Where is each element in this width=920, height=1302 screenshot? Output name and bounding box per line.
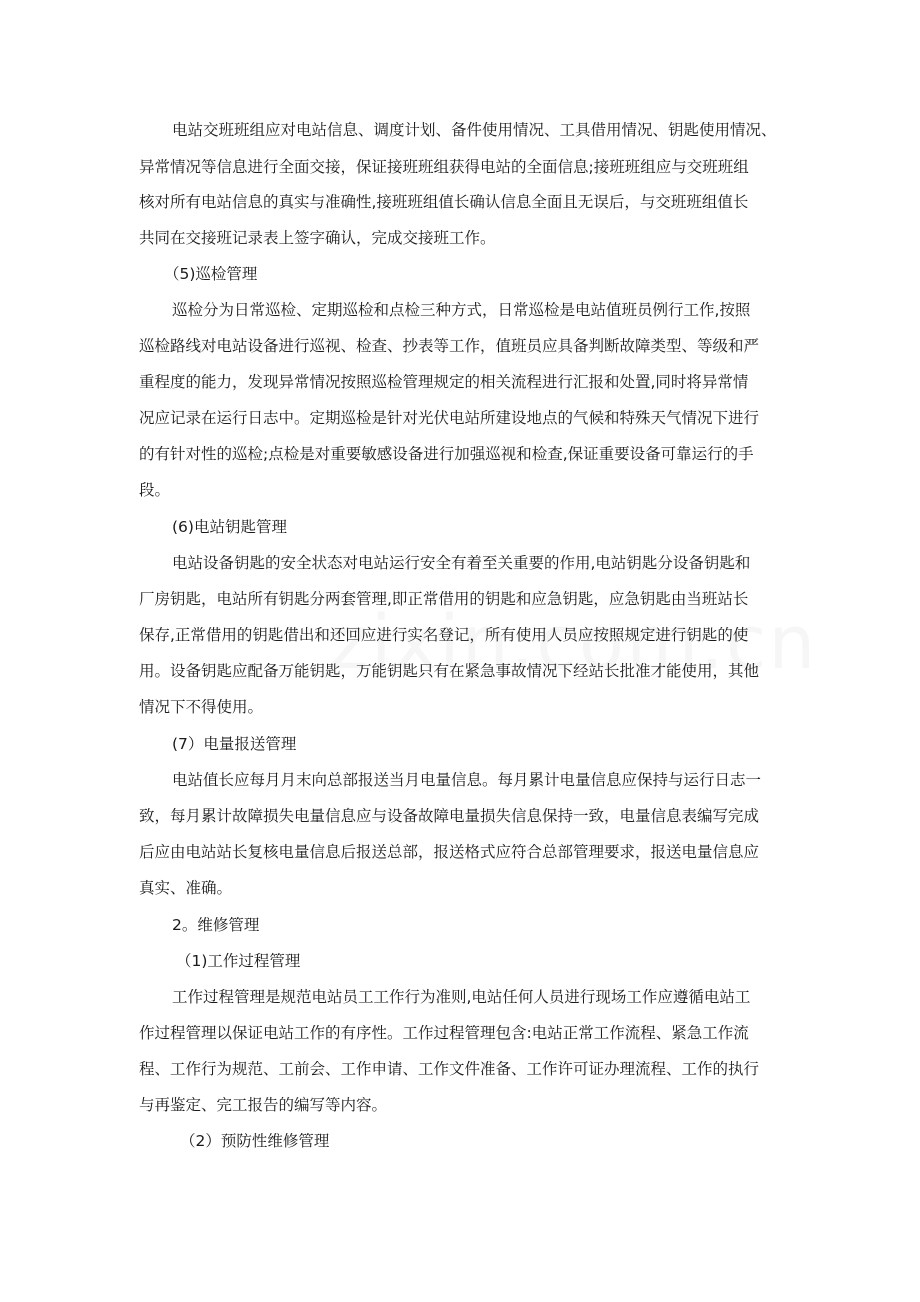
paragraph-line: 异常情况等信息进行全面交接，保证接班班组获得电站的全面信息;接班班组应与交班班组 [139,158,749,176]
paragraph-line: 重程度的能力，发现异常情况按照巡检管理规定的相关流程进行汇报和处置,同时将异常情 [139,373,749,391]
paragraph-line: 用。设备钥匙应配备万能钥匙，万能钥匙只有在紧急事故情况下经站长批准才能使用，其他 [139,662,760,680]
paragraph-line: 共同在交接班记录表上签字确认，完成交接班工作。 [139,229,496,247]
section-heading: 2。维修管理 [172,916,260,934]
paragraph-line: 致，每月累计故障损失电量信息应与设备故障电量损失信息保持一致，电量信息表编写完成 [139,807,760,825]
section-heading: （1)工作过程管理 [176,952,301,970]
paragraph-line: 真实、准确。 [139,879,233,897]
paragraph-line: 段。 [139,481,171,499]
paragraph-line: 厂房钥匙，电站所有钥匙分两套管理,即正常借用的钥匙和应急钥匙，应急钥匙由当班站长 [139,590,749,608]
paragraph-line: 情况下不得使用。 [139,698,264,716]
paragraph-line: 巡检路线对电站设备进行巡视、检查、抄表等工作，值班员应具备判断故障类型、等级和严 [139,337,760,355]
paragraph-line: 与再鉴定、完工报告的编写等内容。 [139,1096,388,1114]
paragraph-line: 核对所有电站信息的真实与准确性,接班班组值长确认信息全面且无误后，与交班班组值长 [139,193,749,211]
section-heading: (7）电量报送管理 [172,735,297,753]
section-heading: （5)巡检管理 [164,265,258,283]
paragraph-line: 电站交班班组应对电站信息、调度计划、备件使用情况、工具借用情况、钥匙使用情况、 [172,121,777,139]
paragraph-line: 程、工作行为规范、工前会、工作申请、工作文件准备、工作许可证办理流程、工作的执行 [139,1060,760,1078]
paragraph-line: 电站值长应每月月末向总部报送当月电量信息。每月累计电量信息应保持与运行日志一 [172,771,762,789]
paragraph-line: 后应由电站站长复核电量信息后报送总部，报送格式应符合总部管理要求，报送电量信息应 [139,843,760,861]
paragraph-line: 的有针对性的巡检;点检是对重要敏感设备进行加强巡视和检查,保证重要设备可靠运行的手 [139,445,754,463]
paragraph-line: 巡检分为日常巡检、定期巡检和点检三种方式，日常巡检是电站值班员例行工作,按照 [172,301,751,319]
paragraph-line: 电站设备钥匙的安全状态对电站运行安全有着至关重要的作用,电站钥匙分设备钥匙和 [172,554,751,572]
paragraph-line: 工作过程管理是规范电站员工工作行为准则,电站任何人员进行现场工作应遵循电站工 [172,988,751,1006]
paragraph-line: 作过程管理以保证电站工作的有序性。工作过程管理包含:电站正常工作流程、紧急工作流 [139,1024,749,1042]
section-heading: (6)电站钥匙管理 [172,518,287,536]
section-heading: （2）预防性维修管理 [180,1132,330,1150]
paragraph-line: 保存,正常借用的钥匙借出和还回应进行实名登记，所有使用人员应按照规定进行钥匙的使 [139,626,749,644]
paragraph-line: 况应记录在运行日志中。定期巡检是针对光伏电站所建设地点的气候和特殊天气情况下进行 [139,409,760,427]
